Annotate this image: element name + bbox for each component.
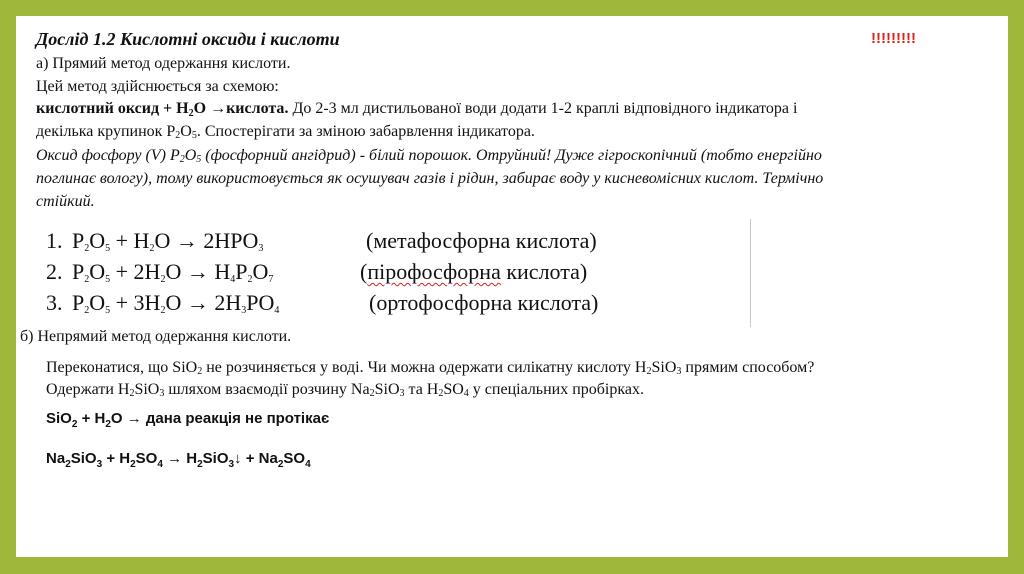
exclamation-marks: !!!!!!!!! (871, 30, 916, 47)
part-b-line-1: Переконатися, що SiO2 не розчиняється у воді. Чи можна одержати силікатну кислоту H2SiO3 прямим способом? (46, 359, 815, 377)
scheme-text: До 2-3 мл дистильованої води додати 1-2 краплі відповідного індикатора і (288, 100, 798, 117)
part-a-heading: а) Прямий метод одержання кислоти. (36, 55, 291, 72)
scheme-formula: кислотний оксид + $H_2O$ →кислота. (36, 100, 289, 119)
divider-line (750, 219, 751, 327)
oxide-description-1: Оксид фосфору (V) P2O5 (фосфорний ангідрид) - білий порошок. Отруйний! Дуже гігроскопічний (тобто енергійно (36, 147, 822, 165)
slide (16, 16, 1008, 557)
reaction-2-name: (пірофосфорна кислота) (360, 259, 588, 284)
oxide-description-2: поглинає вологу), тому використовується як осушувач газів і рідин, забирає воду у кисневомісних кислот. Термічно (36, 170, 824, 187)
reaction-2-name-underlined: пірофосфорна (367, 259, 501, 284)
part-b-line-2: Одержати H2SiO3 шляхом взаємодії розчину Na2SiO3 та H2SO4 у спеціальних пробірках. (46, 381, 644, 399)
reaction-2: 2. $P_2O_5 + 2H_2O \to H_4P_2O_7$ (46, 259, 274, 285)
scheme-line (36, 99, 797, 124)
scheme-intro: Цей метод здійснюється за схемою: (36, 78, 279, 95)
slide-title: Дослід 1.2 Кислотні оксиди і кислоти (36, 29, 340, 49)
reaction-3-name: (ортофосфорна кислота) (369, 290, 599, 315)
oxide-description-3: стійкий. (36, 193, 95, 210)
reaction-1: 1. $P_2O_5 + H_2O \to 2HPO_3$ (46, 228, 264, 254)
reaction-sio2-water: $SiO_2 + H_2O$ → дана реакція не протікає (46, 410, 330, 430)
part-b-heading: б) Непрямий метод одержання кислоти. (20, 328, 292, 345)
scheme-line-2: декілька крупинок P2O5. Спостерігати за зміною забарвлення індикатора. (36, 123, 535, 141)
reaction-3: 3. $P_2O_5 + 3H_2O \to 2H_3PO_4$ (46, 290, 280, 316)
reaction-1-name: (метафосфорна кислота) (366, 228, 597, 253)
reaction-silicate: $Na_2SiO_3 + H_2SO_4$ → $H_2SiO_3↓ + Na_2SO_4$ (46, 450, 311, 470)
